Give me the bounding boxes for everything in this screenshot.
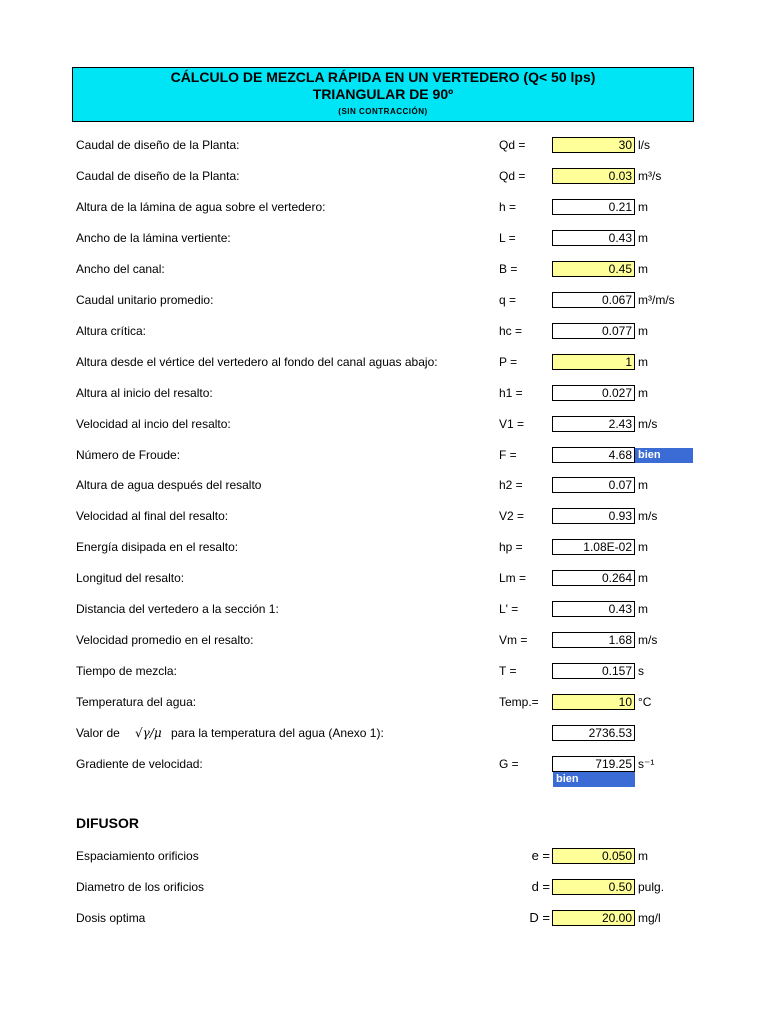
row-label: Caudal de diseño de la Planta: bbox=[76, 138, 240, 152]
value-cell: 2.43 bbox=[552, 416, 635, 432]
row-symbol: Vm = bbox=[499, 633, 528, 647]
row-label: Altura al inicio del resalto: bbox=[76, 386, 213, 400]
row-symbol: h = bbox=[499, 200, 517, 214]
row-symbol: Temp.= bbox=[499, 695, 539, 709]
row-symbol: L = bbox=[499, 231, 516, 245]
row-label: Tiempo de mezcla: bbox=[76, 664, 177, 678]
row-label: Velocidad al incio del resalto: bbox=[76, 417, 231, 431]
value-cell: 0.93 bbox=[552, 508, 635, 524]
row-symbol: B = bbox=[499, 262, 518, 276]
value-cell: 2736.53 bbox=[552, 725, 635, 741]
row-label: Número de Froude: bbox=[76, 448, 181, 462]
row-label: Caudal de diseño de la Planta: bbox=[76, 169, 240, 183]
difusor-input-cell[interactable]: 0.50 bbox=[552, 879, 635, 895]
row-symbol: Qd = bbox=[499, 169, 526, 183]
row-unit: m bbox=[638, 540, 648, 554]
row-label: Ancho del canal: bbox=[76, 262, 165, 276]
row-unit: l/s bbox=[638, 138, 650, 152]
row-symbol: V1 = bbox=[499, 417, 525, 431]
difusor-input-cell[interactable]: 0.050 bbox=[552, 848, 635, 864]
row-label: Longitud del resalto: bbox=[76, 571, 185, 585]
difusor-symbol: e = bbox=[531, 848, 550, 863]
difusor-input-cell[interactable]: 20.00 bbox=[552, 910, 635, 926]
row-unit: m bbox=[638, 231, 648, 245]
row-symbol: h1 = bbox=[499, 386, 523, 400]
value-cell: 0.07 bbox=[552, 477, 635, 493]
input-cell[interactable]: 0.03 bbox=[552, 168, 635, 184]
row-unit: °C bbox=[638, 695, 652, 709]
input-cell[interactable]: 1 bbox=[552, 354, 635, 370]
difusor-unit: pulg. bbox=[638, 880, 665, 894]
row-unit: m/s bbox=[638, 417, 658, 431]
row-unit: s bbox=[638, 664, 644, 678]
row-symbol: h2 = bbox=[499, 478, 523, 492]
row-unit: m bbox=[638, 478, 648, 492]
value-cell: 1.68 bbox=[552, 632, 635, 648]
row-label: Altura de agua después del resalto bbox=[76, 478, 262, 492]
row-label: Gradiente de velocidad: bbox=[76, 757, 203, 771]
row-symbol: G = bbox=[499, 757, 519, 771]
value-cell: 0.21 bbox=[552, 199, 635, 215]
row-label: Velocidad promedio en el resalto: bbox=[76, 633, 254, 647]
value-cell: 719.25 bbox=[552, 756, 635, 772]
row-unit: m/s bbox=[638, 509, 658, 523]
title-line-1: CÁLCULO DE MEZCLA RÁPIDA EN UN VERTEDERO (Q< 50 lps) bbox=[170, 69, 596, 85]
difusor-unit: mg/l bbox=[638, 911, 661, 925]
input-cell[interactable]: 0.45 bbox=[552, 261, 635, 277]
input-cell[interactable]: 30 bbox=[552, 137, 635, 153]
row-unit: m/s bbox=[638, 633, 658, 647]
row-symbol: hp = bbox=[499, 540, 523, 554]
row-label: Distancia del vertedero a la sección 1: bbox=[76, 602, 279, 616]
froude-status-badge: bien bbox=[635, 448, 693, 463]
row-symbol: F = bbox=[499, 448, 517, 462]
value-cell: 0.067 bbox=[552, 292, 635, 308]
difusor-symbol: D = bbox=[529, 910, 550, 925]
row-symbol: V2 = bbox=[499, 509, 525, 523]
row-label: Energía disipada en el resalto: bbox=[76, 540, 239, 554]
value-cell: 0.264 bbox=[552, 570, 635, 586]
row-label: Altura de la lámina de agua sobre el vertedero: bbox=[76, 200, 326, 214]
row-unit: m bbox=[638, 200, 648, 214]
sqrt-expression: √γ/μ bbox=[135, 726, 162, 740]
row-label: Velocidad al final del resalto: bbox=[76, 509, 229, 523]
difusor-label: Dosis optima bbox=[76, 911, 146, 925]
row-label-suffix: para la temperatura del agua (Anexo 1): bbox=[171, 726, 384, 740]
title-box bbox=[72, 67, 694, 122]
row-symbol: Lm = bbox=[499, 571, 527, 585]
input-cell[interactable]: 10 bbox=[552, 694, 635, 710]
row-label: Caudal unitario promedio: bbox=[76, 293, 214, 307]
value-cell: 4.68 bbox=[552, 447, 635, 463]
row-label: Altura desde el vértice del vertedero al fondo del canal aguas abajo: bbox=[76, 355, 438, 369]
title-line-2: TRIANGULAR DE 90º bbox=[312, 86, 454, 102]
difusor-symbol: d = bbox=[531, 879, 550, 894]
row-unit: m³/s bbox=[638, 169, 662, 183]
row-unit: m bbox=[638, 324, 648, 338]
value-cell: 0.43 bbox=[552, 230, 635, 246]
row-unit: m bbox=[638, 355, 648, 369]
value-cell: 1.08E-02 bbox=[552, 539, 635, 555]
row-label: Ancho de la lámina vertiente: bbox=[76, 231, 231, 245]
row-symbol: P = bbox=[499, 355, 518, 369]
value-cell: 0.077 bbox=[552, 323, 635, 339]
row-symbol: Qd = bbox=[499, 138, 526, 152]
row-unit: m bbox=[638, 571, 648, 585]
difusor-label: Espaciamiento orificios bbox=[76, 849, 199, 863]
row-label: Temperatura del agua: bbox=[76, 695, 197, 709]
row-symbol: hc = bbox=[499, 324, 523, 338]
difusor-heading: DIFUSOR bbox=[76, 815, 139, 831]
difusor-label: Diametro de los orificios bbox=[76, 880, 205, 894]
row-unit: m³/m/s bbox=[638, 293, 675, 307]
value-cell: 0.43 bbox=[552, 601, 635, 617]
difusor-unit: m bbox=[638, 849, 648, 863]
value-cell: 0.157 bbox=[552, 663, 635, 679]
row-symbol: T = bbox=[499, 664, 517, 678]
title-subtitle: (SIN CONTRACCIÓN) bbox=[338, 107, 428, 116]
row-symbol: q = bbox=[499, 293, 517, 307]
row-unit: m bbox=[638, 262, 648, 276]
row-label: Valor de bbox=[76, 726, 120, 740]
row-unit: m bbox=[638, 386, 648, 400]
row-label: Altura crítica: bbox=[76, 324, 147, 338]
row-unit: m bbox=[638, 602, 648, 616]
gradient-status-badge: bien bbox=[553, 772, 635, 787]
value-cell: 0.027 bbox=[552, 385, 635, 401]
row-symbol: L' = bbox=[499, 602, 519, 616]
row-unit: s⁻¹ bbox=[638, 757, 655, 771]
